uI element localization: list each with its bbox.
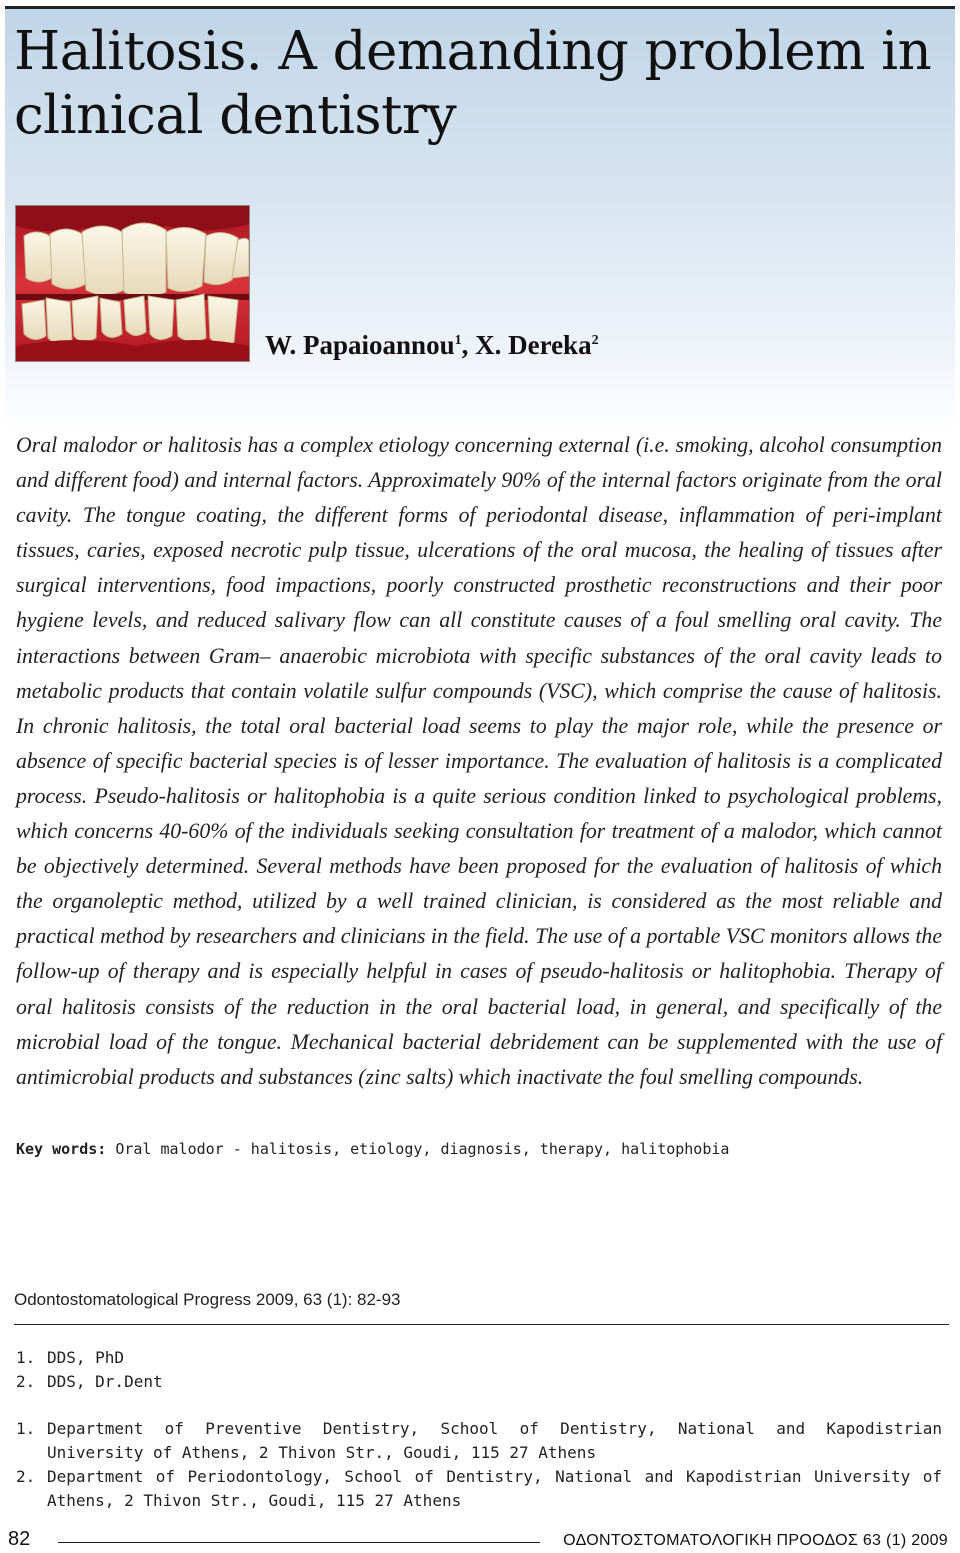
author-name: X. Dereka (475, 330, 592, 360)
note-number: 2. (16, 1372, 36, 1391)
author-name: W. Papaioannou (265, 330, 455, 360)
clinical-photo (15, 205, 250, 362)
journal-citation: Odontostomatological Progress 2009, 63 (1): 82-93 (14, 1290, 401, 1309)
article-title: Halitosis. A demanding problem in clinical dentistry (14, 21, 932, 146)
keywords-label: Key words: (16, 1140, 107, 1158)
journal-footer: ΟΔΟΝΤΟΣΤΟΜΑΤΟΛΟΓΙΚΗ ΠΡΟΟΔΟΣ 63 (1) 2009 (563, 1532, 948, 1549)
page-number: 82 (8, 1528, 31, 1550)
citation-divider (14, 1324, 949, 1325)
note-number: 1. (16, 1419, 36, 1438)
author-degrees (16, 1346, 942, 1394)
note-text: DDS, PhD (47, 1348, 125, 1367)
affiliation-marker: 2 (591, 333, 599, 348)
keywords (16, 1140, 729, 1158)
degree-note (16, 1346, 942, 1370)
author-separator: , (461, 330, 476, 360)
note-text: DDS, Dr.Dent (47, 1372, 163, 1391)
affiliation-note (16, 1465, 942, 1513)
keywords-text: Oral malodor - halitosis, etiology, diagnosis, therapy, halitophobia (106, 1140, 730, 1158)
note-number: 1. (16, 1348, 36, 1367)
affiliation-marker: 1 (454, 333, 462, 348)
abstract-text: Oral malodor or halitosis has a complex etiology concerning external (i.e. smoking, alcohol consumption and different food) and internal factors. Approximately 90% of the internal factors originate from the oral cavity. The tongue coating, the different forms of periodontal disease, inflammation of peri-implant tissues, caries, exposed necrotic pulp tissue, ulcerations of the oral mucosa, the healing of tissues after surgical interventions, food impactions, poorly constructed prosthetic reconstructions and their poor hygiene levels, and reduced salivary flow can all constitute causes of a foul smelling oral cavity. The interactions between Gram– anaerobic microbiota with specific substances of the oral cavity leads to metabolic products that contain volatile sulfur compounds (VSC), which comprise the cause of halitosis. In chronic halitosis, the total oral bacterial load seems to play the major role, while the presence or absence of specific bacterial species is of lesser importance. The evaluation of halitosis is a complicated process. Pseudo-halitosis or halitophobia is a quite serious condition linked to psychological problems, which concerns 40-60% of the individuals seeking consultation for treatment of a malodor, which cannot be objectively determined. Several methods have been proposed for the evaluation of halitosis of which the organoleptic method, utilized by a well trained clinician, is considered as the most reliable and practical method by researchers and clinicians in the field. The use of a portable VSC monitors allows the follow-up of therapy and is especially helpful in cases of pseudo-halitosis or halitophobia. Therapy of oral halitosis consists of the reduction in the oral bacterial load, in general, and specifically of the microbial load of the tongue. Mechanical bacterial debridement can be supplemented with the use of antimicrobial products and substances (zinc salts) which inactivate the foul smelling compounds. (16, 433, 942, 1089)
footer-rule (58, 1542, 540, 1543)
author-affiliations (16, 1417, 942, 1513)
teeth-photo-illustration (16, 206, 249, 361)
note-text: Department of Preventive Dentistry, School of Dentistry, National and Kapodistrian University of Athens, 2 Thivon Str., Goudi, 115 27 Athens (47, 1419, 942, 1462)
note-number: 2. (16, 1467, 36, 1486)
note-text: Department of Periodontology, School of Dentistry, National and Kapodistrian University of Athens, 2 Thivon Str., Goudi, 115 27 Athens (47, 1467, 942, 1510)
author-line (265, 330, 599, 361)
degree-note (16, 1370, 942, 1394)
affiliation-note (16, 1417, 942, 1465)
